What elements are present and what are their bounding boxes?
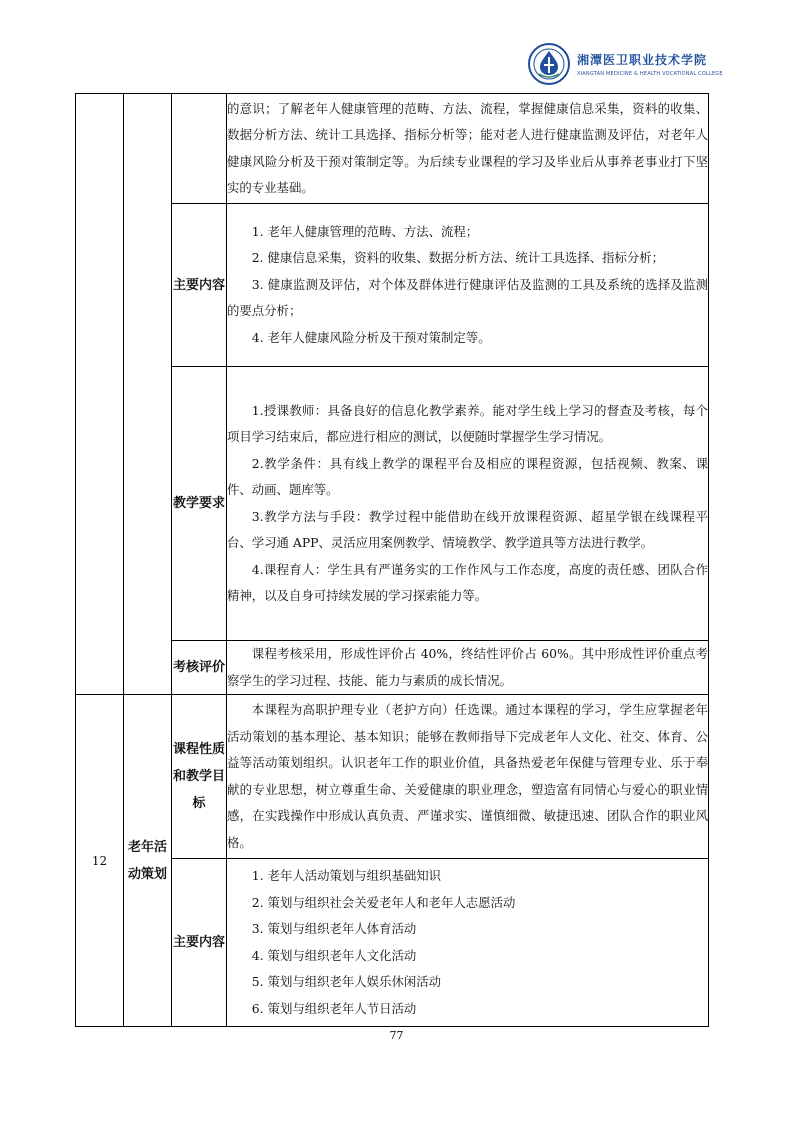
list-item: 2. 策划与组织社会关爱老年人和老年人志愿活动: [251, 894, 516, 910]
content-label: 主要内容: [172, 204, 227, 367]
list-item: 4.课程育人：学生具有严谨务实的工作作风与工作态度，高度的责任感、团队合作精神，以及自身可持续发展的学习探索能力等。: [227, 561, 708, 603]
assessment-text: 课程考核采用，形成性评价占 40%，终结性评价占 60%。其中形成性评价重点考察学生的学习过程、技能、能力与素质的成长情况。: [227, 646, 708, 688]
list-item: 1.授课教师：具备良好的信息化教学素养。能对学生线上学习的督查及考核，每个项目学习结束后，都应进行相应的测试，以便随时掌握学生学习情况。: [227, 402, 708, 444]
list-item: 1. 老年人健康管理的范畴、方法、流程；: [251, 223, 479, 239]
teaching-list: [227, 367, 709, 641]
goal-text: 的意识；了解老年人健康管理的范畴、方法、流程，掌握健康信息采集，资料的收集、数据分析方法、统计工具选择、指标分析等；能对老人进行健康监测及评估，对老年人健康风险分析及干预对策制定等。为后续专业课程的学习及毕业后从事养老事业打下坚实的专业基础。: [227, 100, 708, 195]
assessment-label: 考核评价: [172, 641, 227, 695]
course-number-cell: [76, 94, 124, 695]
content-label: 主要内容: [172, 859, 227, 1027]
school-name-cn: 湘潭医卫职业技术学院: [577, 53, 708, 67]
table-row: [76, 94, 709, 204]
school-name-en: XIANGTAN MEDICINE & HEALTH VOCATIONAL COLLEGE: [577, 71, 723, 77]
course-number: 12: [76, 695, 124, 1027]
school-emblem-icon: [527, 42, 571, 86]
list-item: 5. 策划与组织老年人娱乐休闲活动: [251, 974, 442, 989]
list-item: 3. 策划与组织老年人体育活动: [251, 921, 417, 936]
goal-label: 课程性质和教学目标: [172, 695, 227, 859]
goal-text-cell: [227, 94, 709, 204]
list-item: 4. 策划与组织老年人文化活动: [251, 947, 417, 963]
list-item: 2.教学条件：具有线上教学的课程平台及相应的课程资源，包括视频、教案、课件、动画、题库等。: [227, 455, 708, 497]
assessment-cell: [227, 641, 709, 695]
list-item: 1. 老年人活动策划与组织基础知识: [251, 868, 442, 883]
course-name: 老年活动策划: [124, 695, 172, 1027]
list-item: 3.教学方法与手段：教学过程中能借助在线开放课程资源、超星学银在线课程平台、学习通 APP、灵活应用案例教学、情境教学、教学道具等方法进行教学。: [227, 508, 708, 550]
list-item: 4. 老年人健康风险分析及干预对策制定等。: [251, 329, 491, 345]
goal-label-cell: [172, 94, 227, 204]
teaching-label: 教学要求: [172, 367, 227, 641]
course-table: [75, 93, 709, 1027]
goal-text-cell: [227, 695, 709, 859]
school-logo: [527, 42, 742, 86]
course-name-cell: [124, 94, 172, 695]
content-list: [227, 204, 709, 367]
list-item: 6. 策划与组织老年人节日活动: [251, 1000, 417, 1016]
list-item: 3. 健康监测及评估，对个体及群体进行健康评估及监测的工具及系统的选择及监测的要点分析；: [227, 276, 708, 319]
goal-text: 本课程为高职护理专业（老护方向）任选课。通过本课程的学习，学生应掌握老年活动策划的基本理论、基本知识；能够在教师指导下完成老年人文化、社交、体育、公益等活动策划组织。认识老年工作的职业价值，具备热爱老年保健与管理专业、乐于奉献的专业思想，树立尊重生命、关爱健康的职业理念，塑造富有同情心与爱心的职业情感，在实践操作中形成认真负责、严谨求实、谨慎细微、敏捷迅速、团队合作的职业风格。: [227, 702, 708, 850]
table-row: [76, 695, 709, 859]
page-number: 77: [389, 1029, 404, 1042]
content-list: [227, 859, 709, 1027]
list-item: 2. 健康信息采集，资料的收集、数据分析方法、统计工具选择、指标分析；: [251, 250, 665, 266]
